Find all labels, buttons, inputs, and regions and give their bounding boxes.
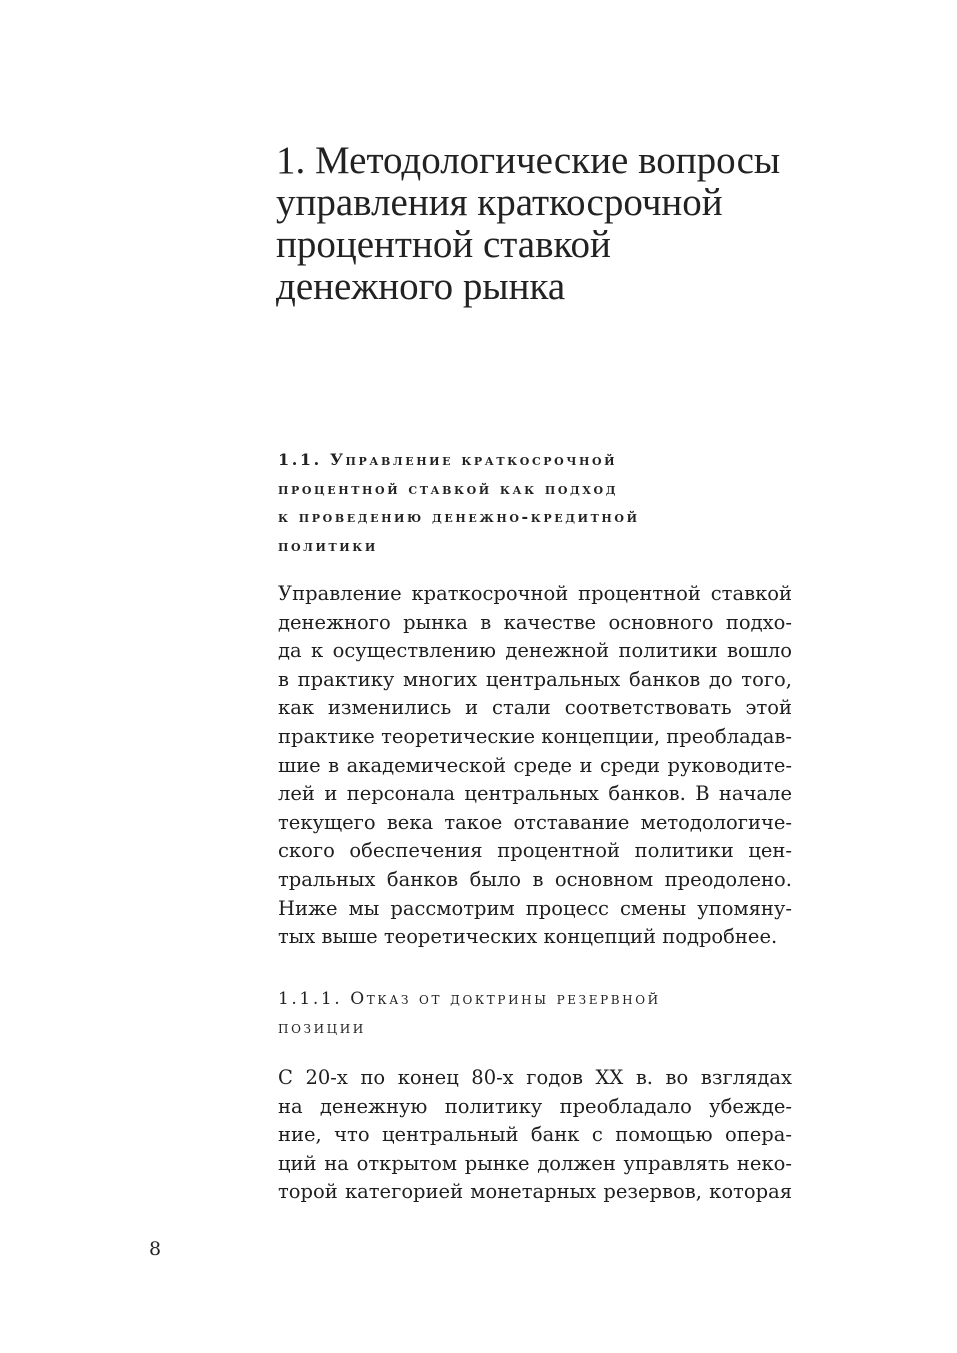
subsection-heading-line: 1.1.1. Отказ от доктрины резервной: [278, 989, 661, 1009]
paragraph-line: лей и персонала центральных банков. В начале: [278, 782, 792, 806]
paragraph-line: денежного рынка в качестве основного подхо-: [278, 610, 792, 634]
paragraph-line: ского обеспечения процентной политики цен-: [278, 839, 792, 863]
paragraph-line: практике теоретические концепции, преобладав-: [278, 724, 792, 748]
paragraph-line: ние, что центральный банк с помощью опера-: [278, 1123, 792, 1147]
section-heading-line: процентной ставкой как подход: [278, 478, 619, 498]
paragraph-line: Ниже мы рассмотрим процесс смены упомяну-: [278, 896, 792, 920]
paragraph-line: ций на открытом рынке должен управлять неко-: [278, 1151, 792, 1175]
paragraph-line: на денежную политику преобладало убежде-: [278, 1094, 792, 1118]
paragraph-line: шие в академической среде и среди руководите-: [278, 753, 792, 777]
subsection-heading: [278, 985, 661, 1042]
paragraph-line: тых выше теоретических концепций подробнее.: [278, 925, 778, 949]
section-heading-line: к проведению денежно-кредитной: [278, 507, 640, 526]
section-heading: [278, 446, 640, 560]
paragraph-line: в практику многих центральных банков до того,: [278, 667, 792, 691]
chapter-title-line: денежного рынка: [276, 265, 566, 308]
paragraph-line: тральных банков было в основном преодолено.: [278, 867, 792, 891]
paragraph-line: Управление краткосрочной процентной ставкой: [278, 582, 792, 605]
paragraph-line: да к осуществлению денежной политики вошло: [278, 639, 792, 663]
section-paragraph: [278, 580, 792, 952]
paragraph-line: как изменились и стали соответствовать этой: [278, 696, 792, 720]
subsection-heading-line: позиции: [278, 1017, 366, 1038]
chapter-title: [276, 140, 836, 308]
page-number: 8: [149, 1238, 162, 1260]
section-heading-line: 1.1. Управление краткосрочной: [278, 450, 618, 469]
paragraph-line: С 20-х по конец 80-х годов XX в. во взглядах: [278, 1066, 792, 1089]
chapter-title-line: управления краткосрочной: [276, 181, 723, 224]
paragraph-line: текущего века такое отставание методологиче-: [278, 810, 792, 834]
subsection-paragraph: [278, 1064, 792, 1207]
section-heading-line: политики: [278, 535, 378, 555]
chapter-title-line: процентной ставкой: [276, 223, 611, 266]
chapter-title-line: 1. Методологические вопросы: [276, 139, 781, 182]
paragraph-line: торой категорией монетарных резервов, которая: [278, 1180, 792, 1204]
